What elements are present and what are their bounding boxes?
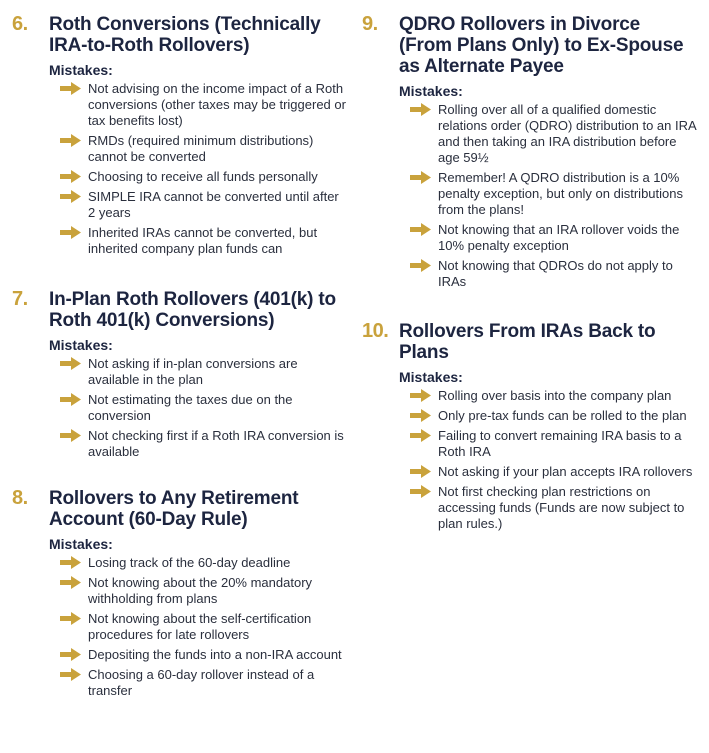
section-number: 7. bbox=[12, 288, 28, 310]
list-item-text: Only pre-tax funds can be rolled to the plan bbox=[438, 408, 687, 423]
arrow-right-icon bbox=[410, 102, 438, 116]
arrow-right-icon bbox=[410, 388, 438, 402]
section-6 bbox=[12, 14, 347, 261]
section-title: Roth Conversions (Technically IRA-to-Roth Rollovers) bbox=[49, 14, 321, 56]
list-item bbox=[60, 81, 347, 129]
list-item-text: Choosing a 60-day rollover instead of a transfer bbox=[88, 667, 315, 698]
list-item bbox=[60, 647, 347, 663]
list-item-text: Not knowing about the 20% mandatory withholding from plans bbox=[88, 575, 313, 606]
list-item bbox=[60, 169, 347, 185]
arrow-right-icon bbox=[410, 484, 438, 498]
list-item bbox=[60, 555, 347, 571]
mistakes-list bbox=[12, 555, 347, 699]
section-7 bbox=[12, 289, 347, 464]
list-item-text: Rolling over basis into the company plan bbox=[438, 388, 672, 403]
list-item bbox=[60, 133, 347, 165]
arrow-right-icon bbox=[60, 356, 88, 370]
list-item bbox=[410, 258, 697, 290]
list-item bbox=[60, 667, 347, 699]
section-heading bbox=[12, 488, 347, 530]
arrow-right-icon bbox=[410, 408, 438, 422]
list-item-text: Not asking if your plan accepts IRA rollovers bbox=[438, 464, 693, 479]
arrow-right-icon bbox=[60, 81, 88, 95]
list-item-text: Not knowing that an IRA rollover voids the 10% penalty exception bbox=[438, 222, 680, 253]
mistakes-label: Mistakes: bbox=[399, 369, 463, 385]
arrow-right-icon bbox=[60, 225, 88, 239]
arrow-right-icon bbox=[60, 647, 88, 661]
arrow-right-icon bbox=[60, 169, 88, 183]
section-heading bbox=[12, 14, 347, 56]
arrow-right-icon bbox=[60, 611, 88, 625]
list-item-text: Remember! A QDRO distribution is a 10% penalty exception, but only on distributions from the plans! bbox=[438, 170, 683, 217]
section-number: 10. bbox=[362, 320, 389, 342]
list-item bbox=[60, 356, 347, 388]
arrow-right-icon bbox=[60, 189, 88, 203]
arrow-right-icon bbox=[60, 392, 88, 406]
list-item-text: RMDs (required minimum distributions) cannot be converted bbox=[88, 133, 314, 164]
mistakes-label: Mistakes: bbox=[49, 536, 113, 552]
list-item bbox=[60, 392, 347, 424]
list-item bbox=[60, 611, 347, 643]
list-item-text: Not advising on the income impact of a Roth conversions (other taxes may be triggered or tax benefits lost) bbox=[88, 81, 346, 128]
arrow-right-icon bbox=[410, 170, 438, 184]
list-item bbox=[410, 464, 697, 480]
mistakes-label: Mistakes: bbox=[399, 83, 463, 99]
mistakes-label: Mistakes: bbox=[49, 62, 113, 78]
arrow-right-icon bbox=[60, 428, 88, 442]
mistakes-list bbox=[12, 81, 347, 257]
section-title: QDRO Rollovers in Divorce (From Plans Only) to Ex-Spouse as Alternate Payee bbox=[399, 14, 684, 77]
list-item-text: Choosing to receive all funds personally bbox=[88, 169, 318, 184]
list-item bbox=[60, 189, 347, 221]
arrow-right-icon bbox=[410, 258, 438, 272]
mistakes-list bbox=[362, 388, 697, 532]
arrow-right-icon bbox=[410, 428, 438, 442]
section-number: 8. bbox=[12, 487, 28, 509]
arrow-right-icon bbox=[410, 464, 438, 478]
list-item bbox=[410, 102, 697, 166]
arrow-right-icon bbox=[60, 555, 88, 569]
section-number: 6. bbox=[12, 13, 28, 35]
mistakes-list bbox=[12, 356, 347, 460]
list-item-text: Failing to convert remaining IRA basis to a Roth IRA bbox=[438, 428, 682, 459]
section-number: 9. bbox=[362, 13, 378, 35]
mistakes-list bbox=[362, 102, 697, 290]
section-10 bbox=[362, 321, 697, 536]
section-title: Rollovers From IRAs Back to Plans bbox=[399, 321, 656, 363]
section-9 bbox=[362, 14, 697, 294]
list-item-text: Not checking first if a Roth IRA conversion is available bbox=[88, 428, 344, 459]
list-item-text: Depositing the funds into a non-IRA account bbox=[88, 647, 342, 662]
list-item bbox=[60, 575, 347, 607]
list-item-text: SIMPLE IRA cannot be converted until after 2 years bbox=[88, 189, 339, 220]
list-item bbox=[410, 222, 697, 254]
section-heading bbox=[362, 321, 697, 363]
list-item-text: Not first checking plan restrictions on accessing funds (Funds are now subject to plan rules.) bbox=[438, 484, 685, 531]
arrow-right-icon bbox=[410, 222, 438, 236]
list-item bbox=[410, 428, 697, 460]
section-8 bbox=[12, 488, 347, 703]
list-item-text: Not asking if in-plan conversions are available in the plan bbox=[88, 356, 298, 387]
list-item bbox=[410, 388, 697, 404]
section-title: In-Plan Roth Rollovers (401(k) to Roth 401(k) Conversions) bbox=[49, 289, 336, 331]
list-item bbox=[60, 428, 347, 460]
list-item-text: Not estimating the taxes due on the conversion bbox=[88, 392, 293, 423]
section-title: Rollovers to Any Retirement Account (60-Day Rule) bbox=[49, 488, 299, 530]
arrow-right-icon bbox=[60, 667, 88, 681]
list-item-text: Not knowing about the self-certification procedures for late rollovers bbox=[88, 611, 312, 642]
section-heading bbox=[12, 289, 347, 331]
list-item-text: Losing track of the 60-day deadline bbox=[88, 555, 291, 570]
list-item bbox=[60, 225, 347, 257]
list-item bbox=[410, 408, 697, 424]
list-item-text: Not knowing that QDROs do not apply to IRAs bbox=[438, 258, 673, 289]
list-item bbox=[410, 484, 697, 532]
arrow-right-icon bbox=[60, 133, 88, 147]
section-heading bbox=[362, 14, 697, 77]
list-item bbox=[410, 170, 697, 218]
mistakes-label: Mistakes: bbox=[49, 337, 113, 353]
list-item-text: Inherited IRAs cannot be converted, but inherited company plan funds can bbox=[88, 225, 318, 256]
arrow-right-icon bbox=[60, 575, 88, 589]
list-item-text: Rolling over all of a qualified domestic relations order (QDRO) distribution to an IRA and then taking an IRA distribution before age 59½ bbox=[438, 102, 696, 165]
